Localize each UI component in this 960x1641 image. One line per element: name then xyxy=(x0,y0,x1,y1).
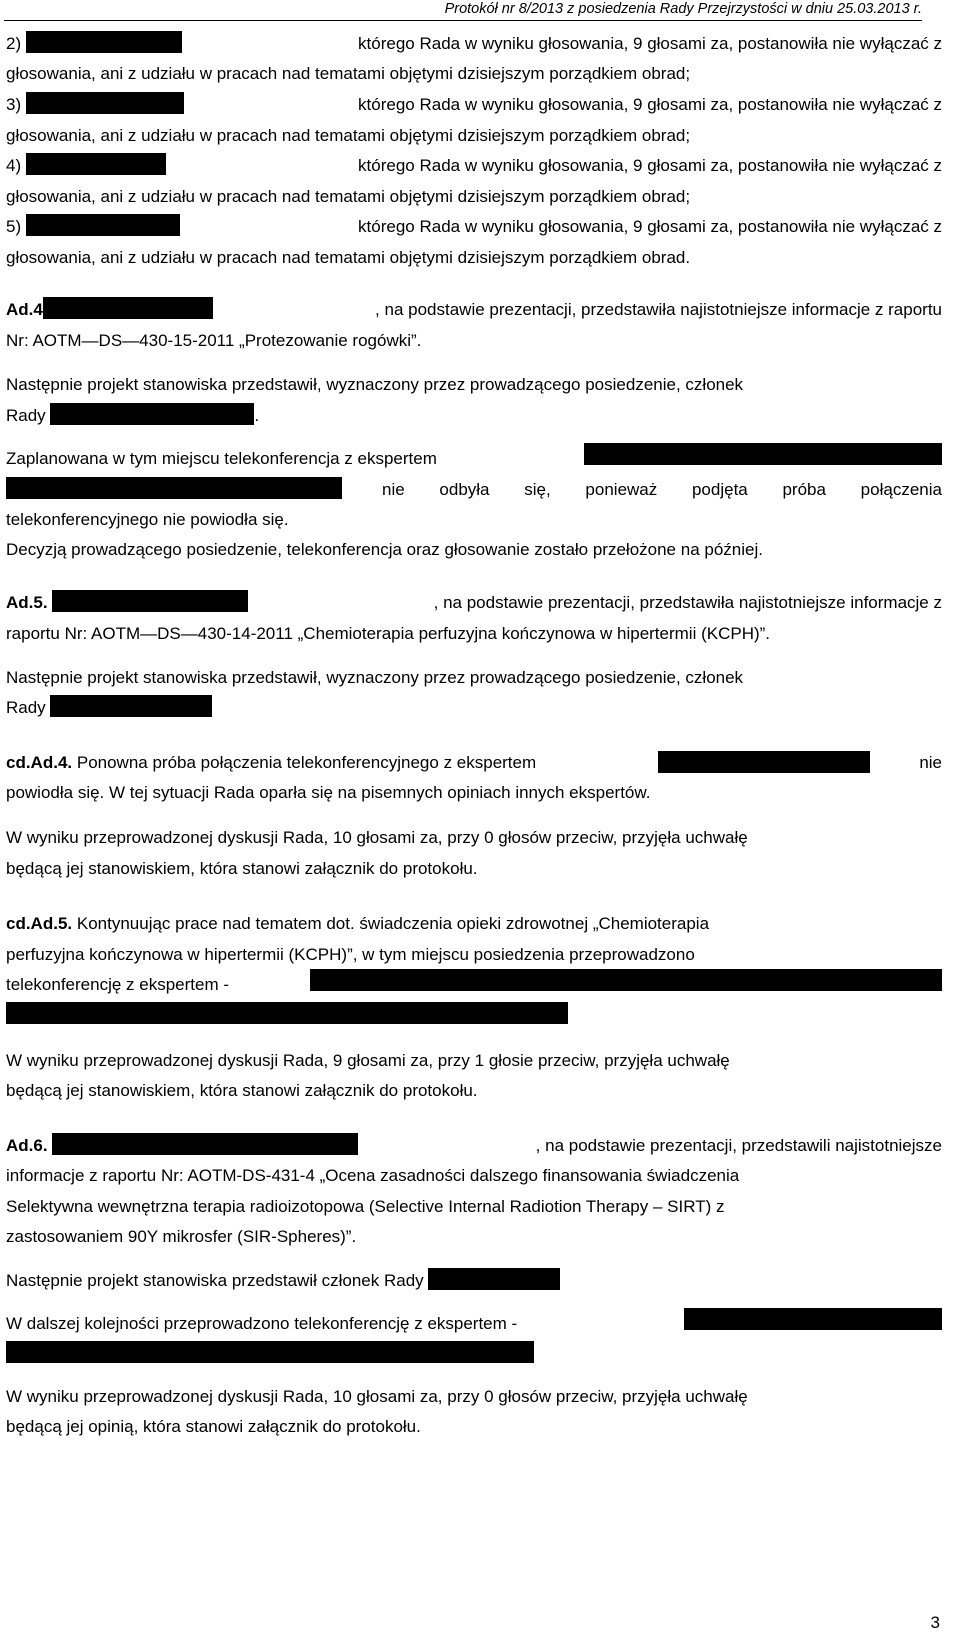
redacted-name xyxy=(428,1268,560,1290)
vote-item-5 xyxy=(6,211,942,242)
redacted-name xyxy=(310,969,942,991)
redacted-name xyxy=(52,590,248,612)
ad4-p2-line-1: Następnie projekt stanowiska przedstawił, wyznaczony przez prowadzącego posiedzenie, członek xyxy=(6,375,744,394)
ad6-line-4: zastosowaniem 90Y mikrosfer (SIR-Spheres)”. xyxy=(6,1227,357,1246)
ad5-text: , na podstawie prezentacji, przedstawiła najistotniejsze informacje z xyxy=(433,593,942,612)
redacted-name xyxy=(26,214,180,236)
ad5-p2-line-1: Następnie projekt stanowiska przedstawił, wyznaczony przez prowadzącego posiedzenie, członek xyxy=(6,668,744,687)
redacted-name xyxy=(50,695,212,717)
document-header: Protokół nr 8/2013 z posiedzenia Rady Przejrzystości w dniu 25.03.2013 r. xyxy=(444,1,922,17)
item-number: 3) xyxy=(6,95,22,114)
cd5-line-2: perfuzyjna kończynowa w hipertermii (KCPH)”, w tym miejscu posiedzenia przeprowadzono xyxy=(6,945,695,964)
ad4-text: , na podstawie prezentacji, przedstawiła najistotniejsze informacje z raportu xyxy=(375,300,942,319)
redacted-name xyxy=(684,1308,942,1330)
ad4-line-1 xyxy=(6,294,942,325)
ad4-p2-line-2: Rady . xyxy=(6,400,942,431)
ad4-p3-line-3: telekonferencyjnego nie powiodła się. xyxy=(6,510,289,529)
redacted-name xyxy=(26,31,182,53)
cd4-line-1: cd.Ad.4. Ponowna próba połączenia telekonferencyjnego z ekspertem nie xyxy=(6,753,942,772)
ad4-p3-line-2: nie odbyła się, ponieważ podjęta próba połączenia xyxy=(6,474,942,505)
vote-item-4-cont: głosowania, ani z udziału w pracach nad tematami objętymi dzisiejszym porządkiem obrad; xyxy=(6,187,691,206)
cd4-line-2: powiodła się. W tej sytuacji Rada oparła się na pisemnych opiniach innych ekspertów. xyxy=(6,783,651,802)
redacted-name xyxy=(50,403,254,425)
ad4-line-2: Nr: AOTM—DS—430-15-2011 „Protezowanie rogówki”. xyxy=(6,331,422,350)
vote-item-3-cont: głosowania, ani z udziału w pracach nad tematami objętymi dzisiejszym porządkiem obrad; xyxy=(6,126,691,145)
redacted-name xyxy=(52,1133,358,1155)
cd5-p2-line-1: W wyniku przeprowadzonej dyskusji Rada, 9 głosami za, przy 1 głosie przeciw, przyjęła uchwałę xyxy=(6,1051,730,1070)
ad4-p4: Decyzją prowadzącego posiedzenie, telekonferencja oraz głosowanie zostało przełożone na później. xyxy=(6,540,763,559)
ad6-p2: Następnie projekt stanowiska przedstawił członek Rady xyxy=(6,1265,942,1296)
ad6-p3-line-2 xyxy=(6,1338,942,1369)
vote-item-3 xyxy=(6,89,942,120)
ad6-p4-line-2: będącą jej opinią, która stanowi załącznik do protokołu. xyxy=(6,1417,421,1436)
redacted-name xyxy=(6,1341,534,1363)
ad5-p2-line-2: Rady xyxy=(6,692,942,723)
cd5-line-1: cd.Ad.5. Kontynuując prace nad tematem dot. świadczenia opieki zdrowotnej „Chemioterapia xyxy=(6,914,710,933)
redacted-name xyxy=(26,153,166,175)
redacted-name xyxy=(584,443,942,465)
ad6-line-1 xyxy=(6,1130,942,1161)
section-label: cd.Ad.4. xyxy=(6,753,73,772)
redacted-name xyxy=(6,1002,568,1024)
ad6-p3-line-1: W dalszej kolejności przeprowadzono telekonferencję z ekspertem - xyxy=(6,1308,942,1339)
cd5-line-4 xyxy=(6,999,942,1030)
redacted-name xyxy=(6,477,342,499)
item-number: 2) xyxy=(6,34,22,53)
section-label: Ad.4 xyxy=(6,300,43,319)
item-number: 5) xyxy=(6,217,22,236)
ad5-line-1 xyxy=(6,587,942,618)
ad6-line-3: Selektywna wewnętrzna terapia radioizotopowa (Selective Internal Radiotion Therapy – SIRT) z xyxy=(6,1197,725,1216)
item-text: którego Rada w wyniku głosowania, 9 głosami za, postanowiła nie wyłączać z xyxy=(358,156,942,175)
redacted-name xyxy=(26,92,184,114)
cd4-p2-line-1: W wyniku przeprowadzonej dyskusji Rada, 10 głosami za, przy 0 głosów przeciw, przyjęła uchwałę xyxy=(6,828,748,847)
ad6-text: , na podstawie prezentacji, przedstawili najistotniejsze xyxy=(535,1136,942,1155)
section-label: Ad.5. xyxy=(6,593,48,612)
cd4-p2-line-2: będącą jej stanowiskiem, która stanowi załącznik do protokołu. xyxy=(6,859,478,878)
section-label: Ad.6. xyxy=(6,1136,48,1155)
cd5-p2-line-2: będącą jej stanowiskiem, która stanowi załącznik do protokołu. xyxy=(6,1081,478,1100)
redacted-name xyxy=(43,297,213,319)
item-number: 4) xyxy=(6,156,22,175)
vote-item-2-cont: głosowania, ani z udziału w pracach nad tematami objętymi dzisiejszym porządkiem obrad; xyxy=(6,64,691,83)
redacted-name xyxy=(658,751,870,773)
section-label: cd.Ad.5. xyxy=(6,914,73,933)
header-divider xyxy=(4,20,922,21)
item-text: którego Rada w wyniku głosowania, 9 głosami za, postanowiła nie wyłączać z xyxy=(358,217,942,236)
ad6-line-2: informacje z raportu Nr: AOTM-DS-431-4 „Ocena zasadności dalszego finansowania świadczenia xyxy=(6,1166,740,1185)
item-text: którego Rada w wyniku głosowania, 9 głosami za, postanowiła nie wyłączać z xyxy=(358,95,942,114)
ad4-p3-line-1: Zaplanowana w tym miejscu telekonferencja z ekspertem xyxy=(6,443,942,474)
cd5-line-3: telekonferencję z ekspertem - xyxy=(6,969,942,1000)
vote-item-4 xyxy=(6,150,942,181)
vote-item-5-cont: głosowania, ani z udziału w pracach nad tematami objętymi dzisiejszym porządkiem obrad. xyxy=(6,248,691,267)
item-text: którego Rada w wyniku głosowania, 9 głosami za, postanowiła nie wyłączać z xyxy=(358,34,942,53)
ad5-line-2: raportu Nr: AOTM—DS—430-14-2011 „Chemioterapia perfuzyjna kończynowa w hipertermii (KCPH)”. xyxy=(6,624,771,643)
ad6-p4-line-1: W wyniku przeprowadzonej dyskusji Rada, 10 głosami za, przy 0 głosów przeciw, przyjęła uchwałę xyxy=(6,1387,748,1406)
vote-item-2 xyxy=(6,28,942,59)
page-number: 3 xyxy=(930,1613,940,1632)
